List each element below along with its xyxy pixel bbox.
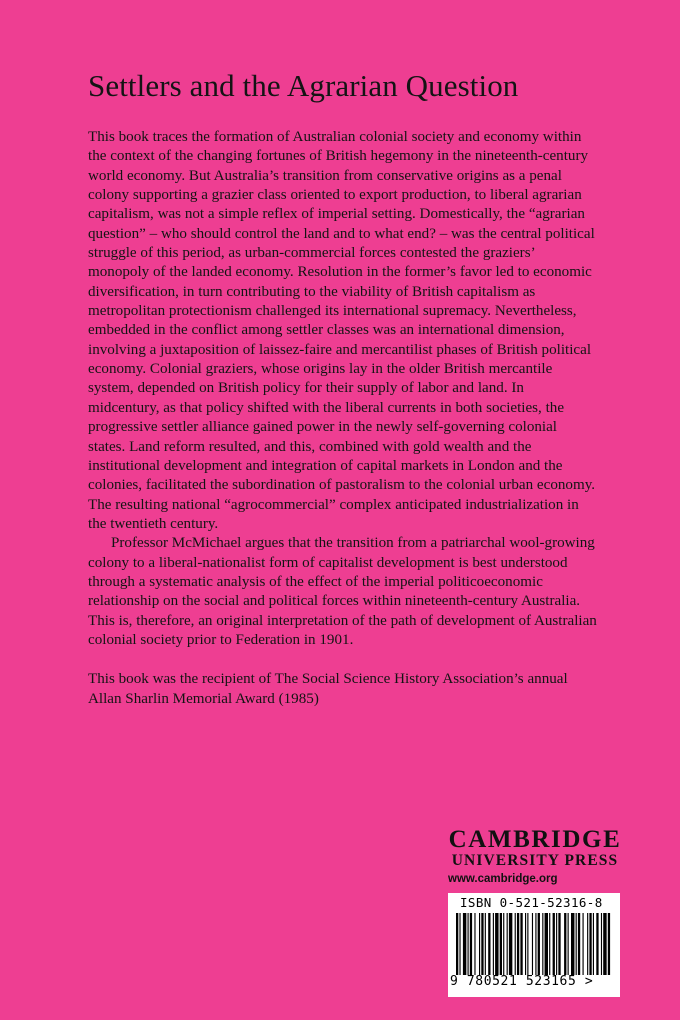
barcode-stripe: [553, 913, 555, 975]
barcode-stripe: [520, 913, 522, 975]
barcode-stripe: [488, 913, 490, 975]
barcode-stripe: [493, 913, 494, 975]
barcode-stripe: [509, 913, 512, 975]
barcode-stripe: [532, 913, 533, 975]
barcode-stripe: [503, 913, 504, 975]
barcode-stripe: [481, 913, 483, 975]
barcode-stripe: [527, 913, 528, 975]
award-note: This book was the recipient of The Social Science History Association’s annual Allan Sharlin Memorial Award (1985): [88, 671, 568, 707]
barcode-stripe: [517, 913, 519, 975]
isbn-label: ISBN 0-521-52316-8: [460, 895, 603, 910]
publisher-website: www.cambridge.org: [448, 873, 558, 885]
barcode-stripe: [542, 913, 543, 975]
barcode-stripe: [468, 913, 469, 975]
barcode-stripe: [507, 913, 508, 975]
barcode-stripe: [593, 913, 594, 975]
barcode-stripe: [608, 913, 610, 975]
publisher-subtitle: UNIVERSITY PRESS: [451, 852, 619, 869]
barcode-icon: [454, 913, 614, 975]
barcode-stripe: [463, 913, 466, 975]
barcode-stripe: [564, 913, 566, 975]
barcode-stripe: [558, 913, 560, 975]
description-paragraph-1: This book traces the formation of Australian colonial society and economy within the context of the changing fortunes of British hegemony in the nineteenth-century world economy. But Australia’s transition from conservative origins as a penal colony supporting a grazier class oriented to export production, to liberal agrarian capitalism, was not a simple reflex of imperial setting. Domestically, the “agrarian question” – who should control the land and to what end? – was the central political struggle of this period, as urban-commercial forces contested the graziers’ monopoly of the landed economy. Resolution in the former’s favor led to economic diversification, in turn contributing to the viability of British capitalism as metropolitan protectionism challenged its international supremacy. Nevertheless, embedded in the conflict among settler classes was an international dimension, involving a juxtaposition of laissez-faire and mercantilist phases of British political economy. Colonial graziers, whose origins lay in the older British mercantile system, depended on British policy for their supply of labor and land. In midcentury, as that policy shifted with the liberal currents in both societies, the progressive settler alliance gained power in the newly self-governing colonial states. Land reform resulted, and this, combined with gold wealth and the institutional development and integration of capital markets in London and the colonies, facilitated the subordination of pastoralism to the colonial urban economy. The resulting national “agrocommercial” complex anticipated industrialization in the twentieth century.: [88, 129, 596, 532]
barcode-stripe: [485, 913, 486, 975]
barcode-stripe: [545, 913, 548, 975]
barcode-stripe: [576, 913, 577, 975]
book-description: [88, 128, 598, 709]
barcode-stripe: [474, 913, 475, 975]
barcode-stripe: [479, 913, 480, 975]
barcode-stripe: [571, 913, 574, 975]
barcode-stripe: [535, 913, 536, 975]
barcode-stripe: [549, 913, 550, 975]
book-title: Settlers and the Agrarian Question: [88, 68, 519, 103]
barcode-stripe: [515, 913, 516, 975]
barcode-stripe: [583, 913, 584, 975]
barcode-stripe: [589, 913, 591, 975]
barcode-stripe: [601, 913, 602, 975]
publisher-name: CAMBRIDGE: [448, 826, 622, 853]
barcode-box: [448, 893, 620, 997]
barcode-stripe: [603, 913, 606, 975]
barcode-stripe: [587, 913, 588, 975]
barcode-stripe: [525, 913, 526, 975]
publisher-logo: [447, 827, 623, 885]
barcode-stripe: [500, 913, 502, 975]
barcode-stripe: [538, 913, 540, 975]
barcode-digits: 9 780521 523165 >: [450, 974, 594, 989]
barcode-stripe: [456, 913, 458, 975]
barcode-stripe: [459, 913, 460, 975]
barcode-stripe: [568, 913, 569, 975]
barcode-stripe: [495, 913, 498, 975]
barcode-stripe: [556, 913, 557, 975]
barcode-stripe: [578, 913, 580, 975]
barcode-stripe: [596, 913, 598, 975]
barcode-stripe: [470, 913, 472, 975]
description-paragraph-2: Professor McMichael argues that the transition from a patriarchal wool-growing colony to a liberal-nationalist form of capitalist development is best understood through a systematic analysis of the effect of the imperial politicoeconomic relationship on the social and political forces within nineteenth-century Australia. This is, therefore, an original interpretation of the path of development of Australian colonial society prior to Federation in 1901.: [88, 535, 597, 648]
